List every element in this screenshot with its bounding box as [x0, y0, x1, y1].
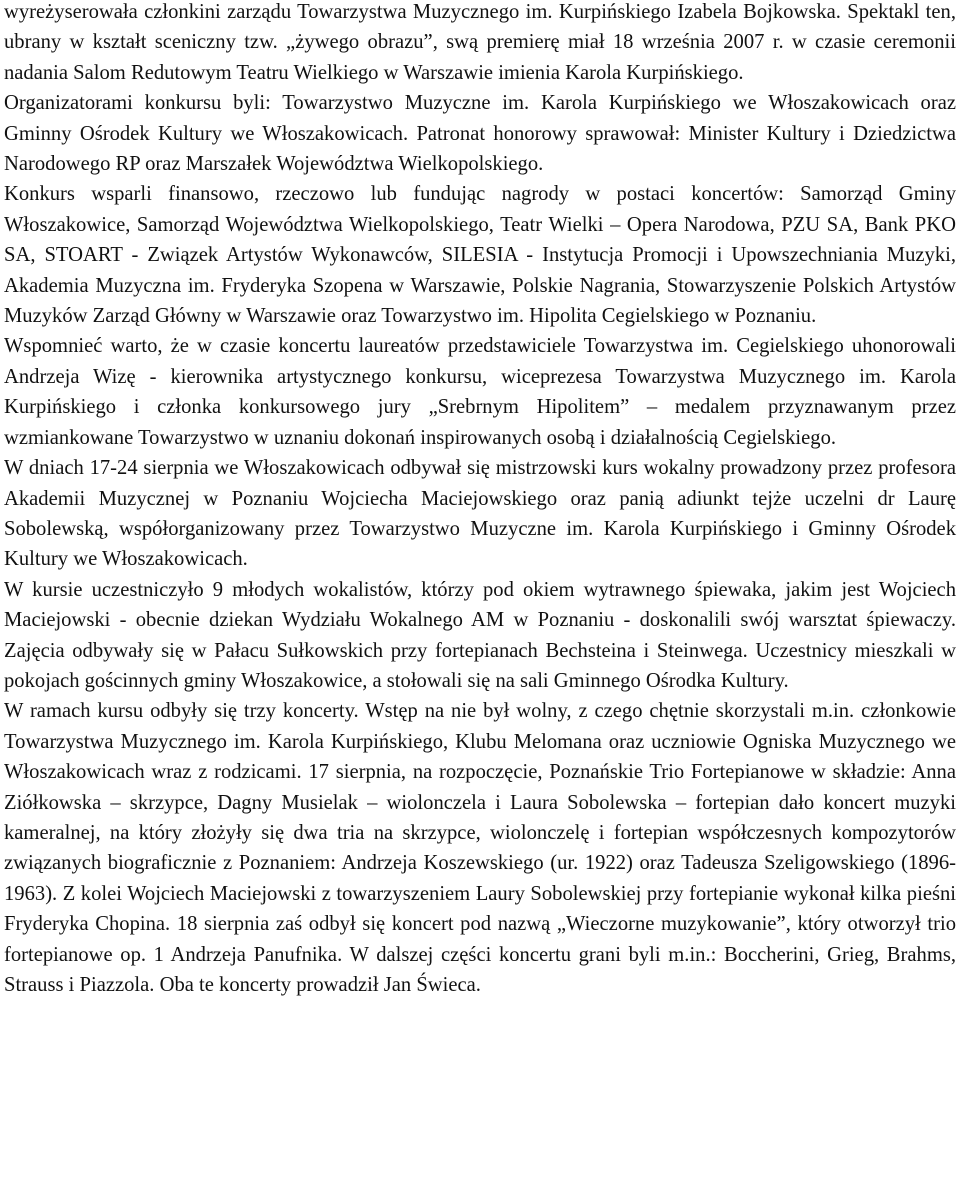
- paragraph-participants: W kursie uczestniczyło 9 młodych wokalistów, którzy pod okiem wytrawnego śpiewaka, jakim jest Wojciech Maciejowski - obecnie dziekan Wydziału Wokalnego AM w Poznaniu - doskonalili swój warsztat śpiewaczy. Zajęcia odbywały się w Pałacu Sułkowskich przy fortepianach Bechsteina i Steinwega. Uczestnicy mieszkali w pokojach gościnnych gminy Włoszakowice, a stołowali się na sali Gminnego Ośrodka Kultury.: [4, 578, 956, 692]
- paragraph-organizers: Organizatorami konkursu byli: Towarzystwo Muzyczne im. Karola Kurpińskiego we Włoszakowicach oraz Gminny Ośrodek Kultury we Włoszakowicach. Patronat honorowy sprawował: Minister Kultury i Dziedzictwa Narodowego RP oraz Marszałek Województwa Wielkopolskiego.: [4, 92, 956, 176]
- paragraph-award: Wspomnieć warto, że w czasie koncertu laureatów przedstawiciele Towarzystwa im. Cegielskiego uhonorowali Andrzeja Wizę - kierownika artystycznego konkursu, wiceprezesa Towarzystwa Muzycznego im. Karola Kurpińskiego i członka konkursowego jury „Srebrnym Hipolitem” – medalem przyznawanym przez wzmiankowane Towarzystwo w uznaniu dokonań inspirowanych osobą i działalnością Cegielskiego.: [4, 335, 956, 449]
- paragraph-concerts: W ramach kursu odbyły się trzy koncerty. Wstęp na nie był wolny, z czego chętnie skorzystali m.in. członkowie Towarzystwa Muzycznego im. Karola Kurpińskiego, Klubu Melomana oraz uczniowie Ogniska Muzycznego we Włoszakowicach wraz z rodzicami. 17 sierpnia, na rozpoczęcie, Poznańskie Trio Fortepianowe w składzie: Anna Ziółkowska – skrzypce, Dagny Musielak – wiolonczela i Laura Sobolewska – fortepian dało koncert muzyki kameralnej, na który złożyły się dwa tria na skrzypce, wiolonczelę i fortepian współczesnych kompozytorów związanych biograficznie z Poznaniem: Andrzeja Koszewskiego (ur. 1922) oraz Tadeusza Szeligowskiego (1896-1963). Z kolei Wojciech Maciejowski z towarzyszeniem Laury Sobolewskiej przy fortepianie wykonał kilka pieśni Fryderyka Chopina. 18 sierpnia zaś odbył się koncert pod nazwą „Wieczorne muzykowanie”, który otworzył trio fortepianowe op. 1 Andrzeja Panufnika. W dalszej części koncertu grani byli m.in.: Boccherini, Grieg, Brahms, Strauss i Piazzola. Oba te koncerty prowadził Jan Świeca.: [4, 700, 956, 996]
- paragraph-vocal-course: W dniach 17-24 sierpnia we Włoszakowicach odbywał się mistrzowski kurs wokalny prowadzony przez profesora Akademii Muzycznej w Poznaniu Wojciecha Maciejowskiego oraz panią adiunkt tejże uczelni dr Laurę Sobolewską, współorganizowany przez Towarzystwo Muzyczne im. Karola Kurpińskiego i Gminny Ośrodek Kultury we Włoszakowicach.: [4, 457, 956, 571]
- paragraph-sponsors: Konkurs wsparli finansowo, rzeczowo lub fundując nagrody w postaci koncertów: Samorząd Gminy Włoszakowice, Samorząd Województwa Wielkopolskiego, Teatr Wielki – Opera Narodowa, PZU SA, Bank PKO SA, STOART - Związek Artystów Wykonawców, SILESIA - Instytucja Promocji i Upowszechniania Muzyki, Akademia Muzyczna im. Fryderyka Szopena w Warszawie, Polskie Nagrania, Stowarzyszenie Polskich Artystów Muzyków Zarząd Główny w Warszawie oraz Towarzystwo im. Hipolita Cegielskiego w Poznaniu.: [4, 183, 956, 328]
- document-body: [4, 0, 956, 1000]
- paragraph-premiere: wyreżyserowała członkini zarządu Towarzystwa Muzycznego im. Kurpińskiego Izabela Bojkowska. Spektakl ten, ubrany w kształt sceniczny tzw. „żywego obrazu”, swą premierę miał 18 września 2007 r. w czasie ceremonii nadania Salom Redutowym Teatru Wielkiego w Warszawie imienia Karola Kurpińskiego.: [4, 1, 956, 84]
